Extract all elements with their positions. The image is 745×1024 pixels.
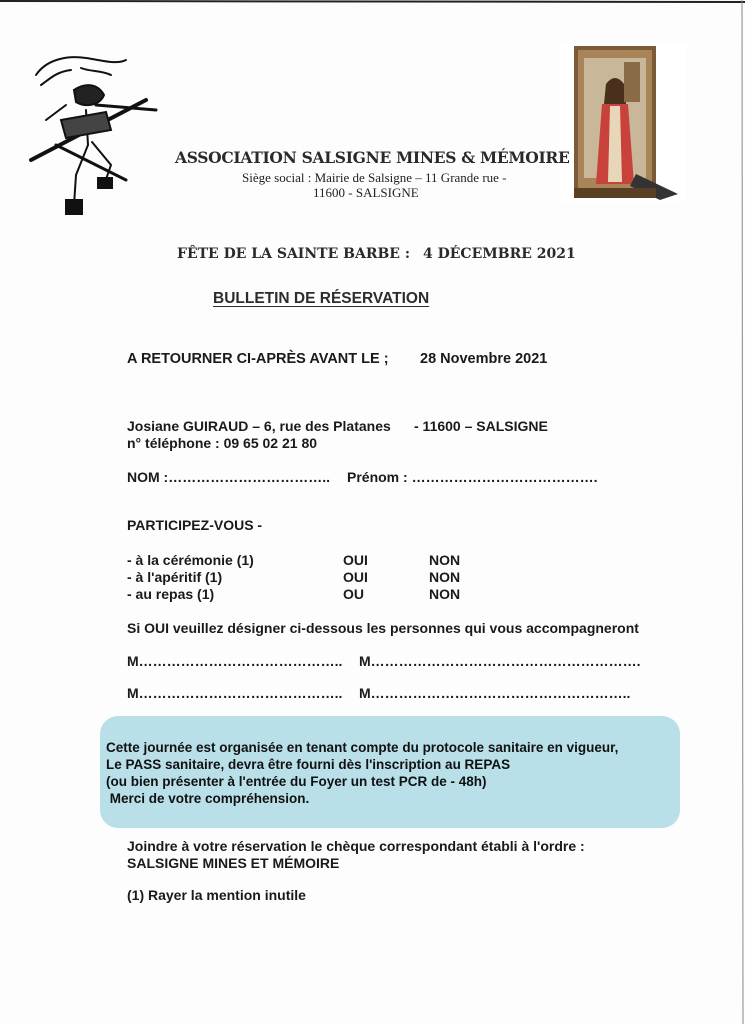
sanitary-notice-line-3: (ou bien présenter à l'entrée du Foyer un test PCR de - 48h) <box>106 774 487 789</box>
companion-field-2[interactable]: M…………………………………………………. <box>359 653 641 669</box>
sanitary-notice-text <box>106 739 618 807</box>
event-title: FÊTE DE LA SAINTE BARBE : <box>177 246 410 262</box>
companion-field-1[interactable]: M…………………………………….. <box>127 653 343 669</box>
choice-yes-repas[interactable]: OU <box>343 586 364 602</box>
event-date: 4 DÉCEMBRE 2021 <box>423 246 576 262</box>
sanitary-notice-line-1: Cette journée est organisée en tenant compte du protocole sanitaire en vigueur, <box>106 740 619 755</box>
companions-instruction: Si OUI veuillez désigner ci-dessous les personnes qui vous accompagneront <box>127 620 639 636</box>
companion-field-3[interactable]: M…………………………………….. <box>127 685 343 701</box>
sanitary-notice-line-4: Merci de votre compréhension. <box>106 791 310 806</box>
payment-instructions <box>127 838 585 872</box>
nom-field[interactable]: NOM :…………………………….. <box>127 469 330 485</box>
payment-line-1: Joindre à votre réservation le chèque correspondant établi à l'ordre : <box>127 838 585 854</box>
choice-yes-aperitif[interactable]: OUI <box>343 569 368 585</box>
miner-logo-icon <box>26 50 166 220</box>
choice-no-aperitif[interactable]: NON <box>429 569 461 585</box>
association-title: ASSOCIATION SALSIGNE MINES & MÉMOIRE <box>175 148 570 167</box>
payment-line-2: SALSIGNE MINES ET MÉMOIRE <box>127 855 340 871</box>
choice-label-repas: - au repas (1) <box>127 586 215 602</box>
choice-label-aperitif: - à l'apéritif (1) <box>127 569 223 585</box>
form-title: BULLETIN DE RÉSERVATION <box>213 290 430 307</box>
head-office-address: Siège social : Mairie de Salsigne – 11 Grande rue - <box>242 170 507 185</box>
head-office-city: 11600 - SALSIGNE <box>313 185 419 200</box>
contact-phone: n° téléphone : 09 65 02 21 80 <box>127 435 318 451</box>
contact-address: Josiane GUIRAUD – 6, rue des Platanes <box>127 418 391 434</box>
return-deadline-label: A RETOURNER CI-APRÈS AVANT LE ; <box>127 351 389 367</box>
return-deadline-date: 28 Novembre 2021 <box>420 351 548 367</box>
choice-no-repas[interactable]: NON <box>429 586 461 602</box>
sainte-barbe-photo <box>560 44 686 202</box>
prenom-field[interactable]: Prénom : …………………………………. <box>347 469 598 485</box>
choice-yes-ceremonie[interactable]: OUI <box>343 552 368 568</box>
choice-no-ceremonie[interactable]: NON <box>429 552 461 568</box>
companion-field-4[interactable]: M……………………………………………….. <box>359 685 631 701</box>
contact-city: - 11600 – SALSIGNE <box>414 418 548 434</box>
choice-label-ceremonie: - à la cérémonie (1) <box>127 552 254 568</box>
sanitary-notice-line-2: Le PASS sanitaire, devra être fourni dès l'inscription au REPAS <box>106 757 511 772</box>
footnote: (1) Rayer la mention inutile <box>127 887 306 903</box>
participation-question: PARTICIPEZ-VOUS - <box>127 517 263 533</box>
